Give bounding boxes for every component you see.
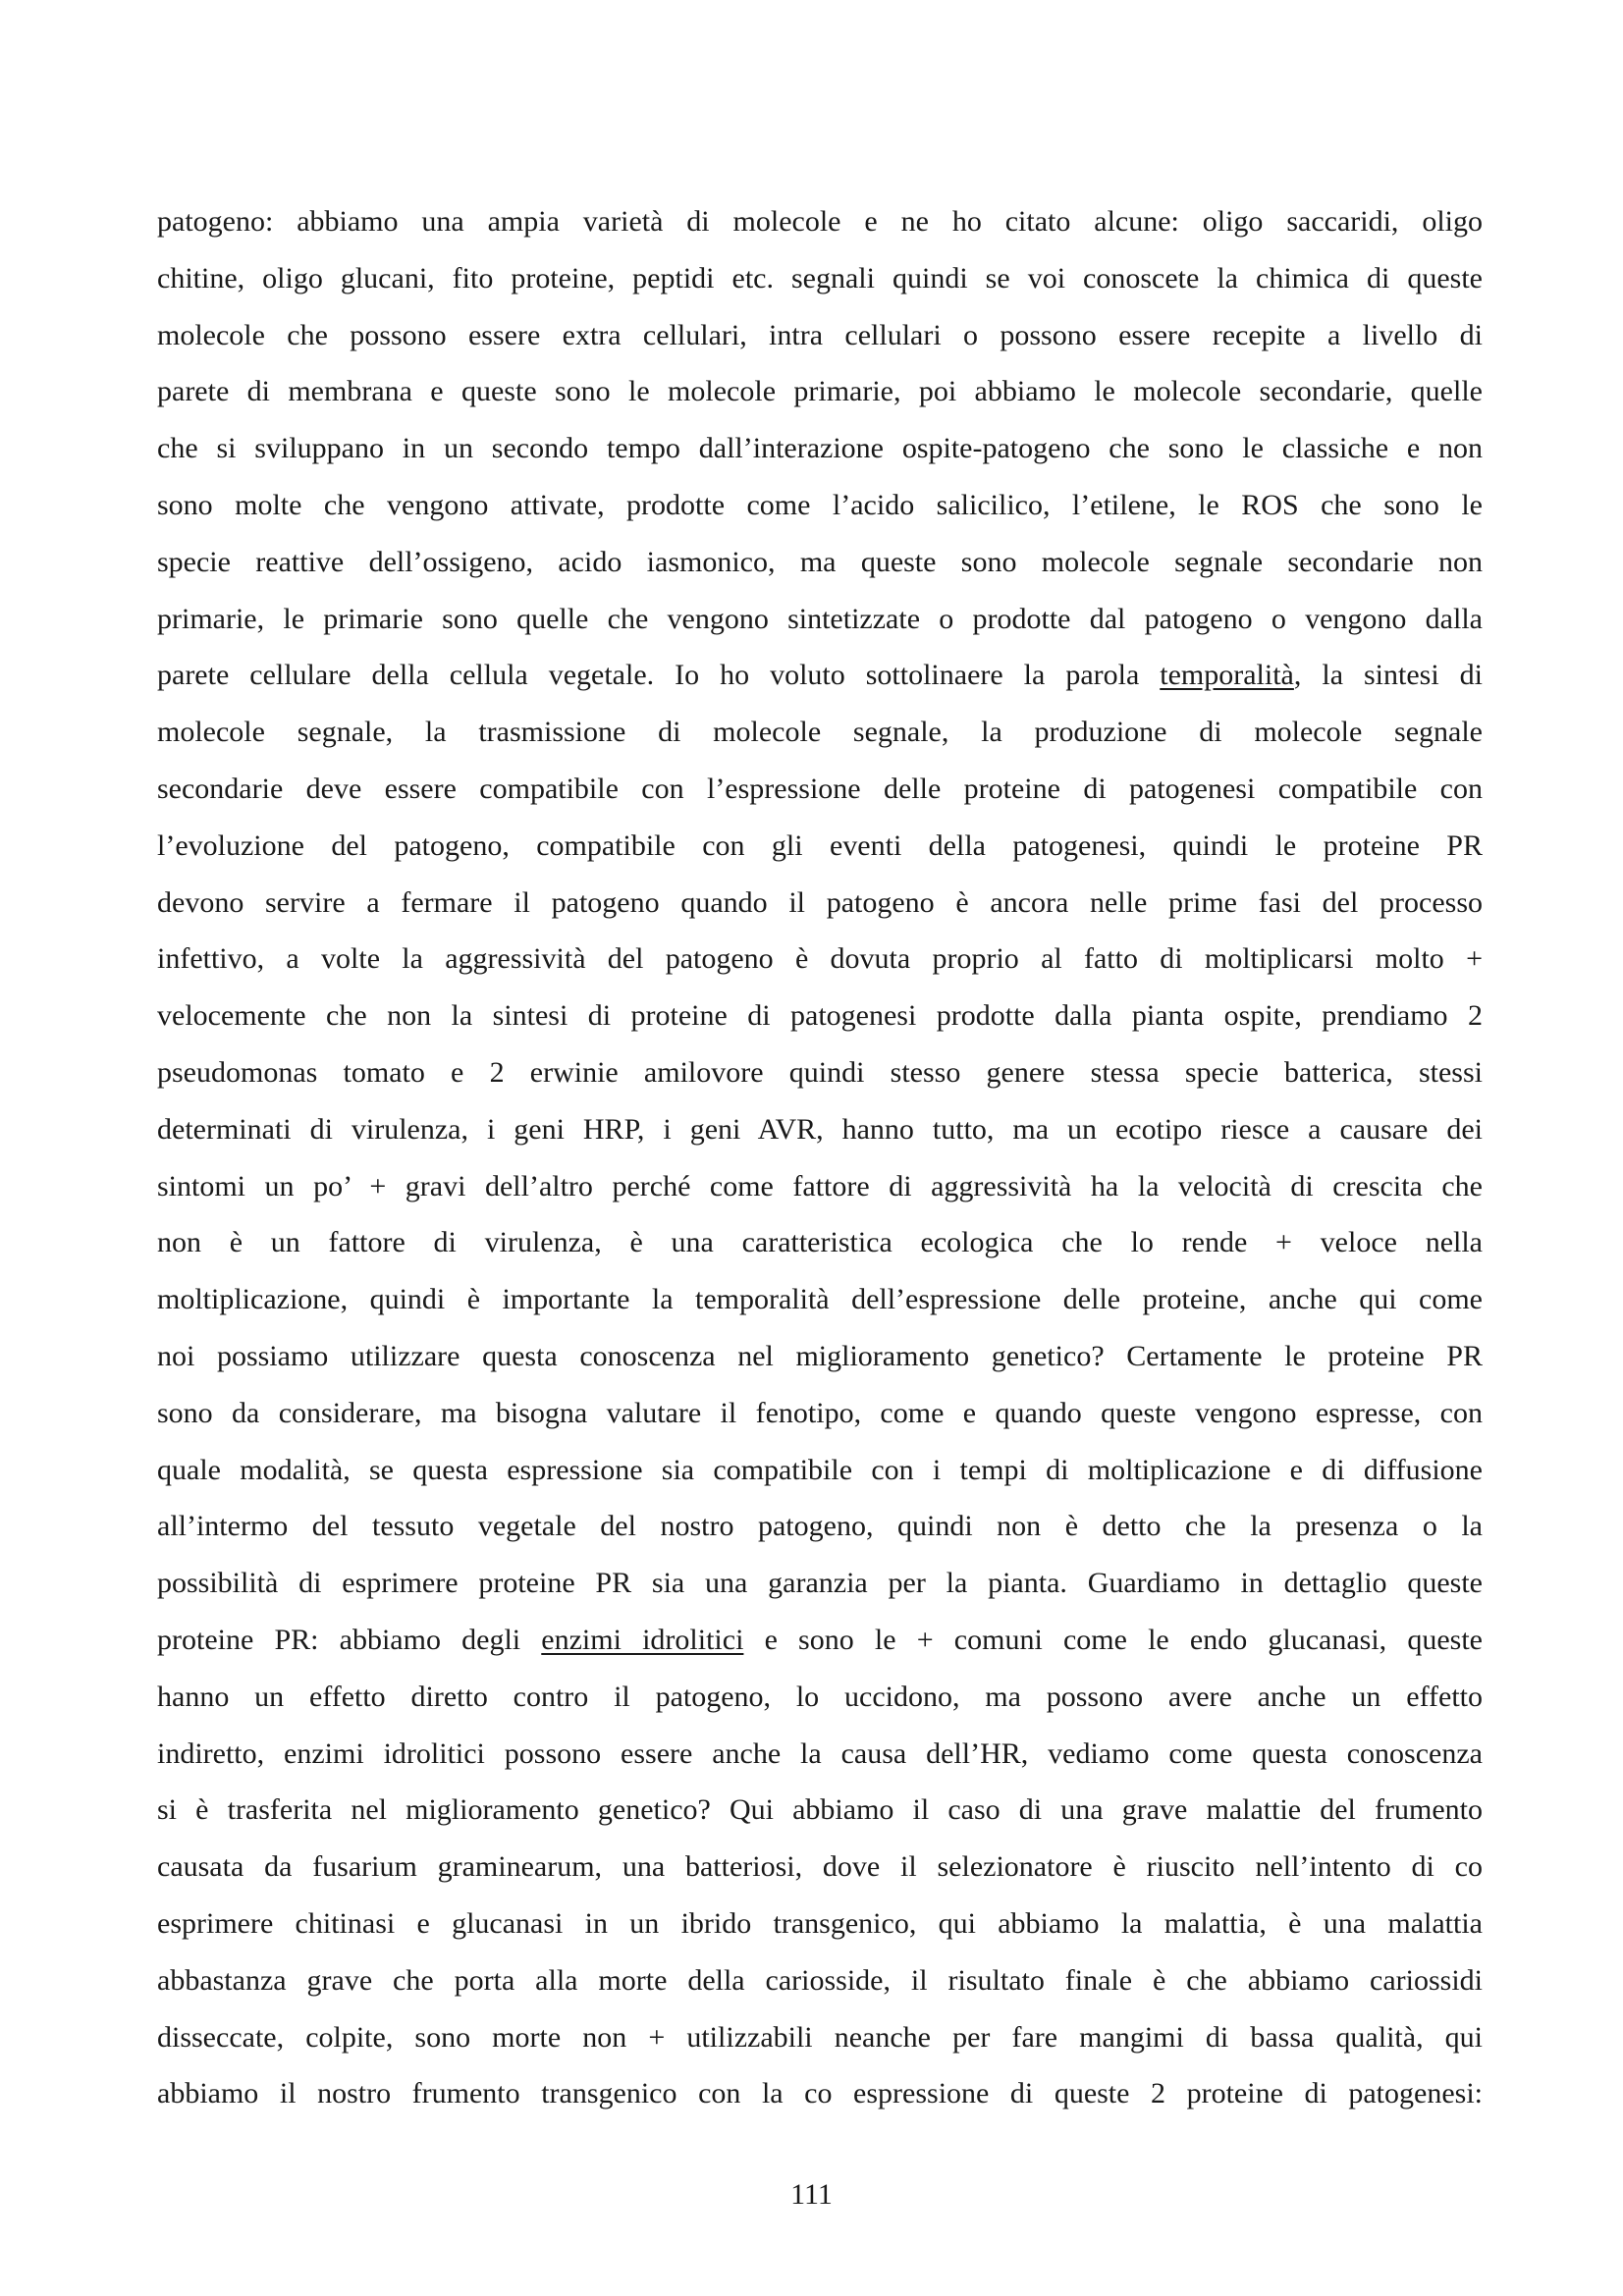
text-line: devono servire a fermare il patogeno quando il patogeno è ancora nelle prime fasi del processo <box>157 885 1483 919</box>
text-line: esprimere chitinasi e glucanasi in un ibrido transgenico, qui abbiamo la malattia, è una malattia <box>157 1906 1483 1940</box>
text-line: molecole segnale, la trasmissione di molecole segnale, la produzione di molecole segnale <box>157 716 1483 749</box>
text-line: si è trasferita nel miglioramento genetico? Qui abbiamo il caso di una grave malattie del frumento <box>157 1793 1483 1827</box>
text-line: abbiamo il nostro frumento transgenico con la co espressione di queste 2 proteine di patogenesi: <box>157 2077 1483 2110</box>
text-line: patogeno: abbiamo una ampia varietà di molecole e ne ho citato alcune: oligo saccaridi, oligo <box>157 205 1483 238</box>
text-line: disseccate, colpite, sono morte non + utilizzabili neanche per fare mangimi di bassa qualità, qui <box>157 2020 1483 2054</box>
text-line: determinati di virulenza, i geni HRP, i geni AVR, hanno tutto, ma un ecotipo riesce a causare dei <box>157 1112 1483 1146</box>
text-line: parete cellulare della cellula vegetale. Io ho voluto sottolinaere la parola temporalità, la sintesi di <box>157 659 1483 692</box>
text-line: primarie, le primarie sono quelle che vengono sintetizzate o prodotte dal patogeno o vengono dalla <box>157 602 1483 635</box>
text-line: noi possiamo utilizzare questa conoscenza nel miglioramento genetico? Certamente le proteine PR <box>157 1339 1483 1372</box>
text-line: proteine PR: abbiamo degli enzimi idrolitici e sono le + comuni come le endo glucanasi, queste <box>157 1623 1483 1656</box>
text-line: che si sviluppano in un secondo tempo dall’interazione ospite-patogeno che sono le classiche e non <box>157 432 1483 465</box>
text-line: specie reattive dell’ossigeno, acido iasmonico, ma queste sono molecole segnale secondarie non <box>157 545 1483 578</box>
text-line: sono molte che vengono attivate, prodotte come l’acido salicilico, l’etilene, le ROS che sono le <box>157 488 1483 521</box>
body-text <box>157 193 1483 2122</box>
text-line: sono da considerare, ma bisogna valutare il fenotipo, come e quando queste vengono espresse, con <box>157 1396 1483 1429</box>
text-line: quale modalità, se questa espressione sia compatibile con i tempi di moltiplicazione e di diffusione <box>157 1453 1483 1486</box>
text-line: velocemente che non la sintesi di proteine di patogenesi prodotte dalla pianta ospite, prendiamo 2 <box>157 999 1483 1033</box>
text-line: possibilità di esprimere proteine PR sia una garanzia per la pianta. Guardiamo in dettaglio queste <box>157 1567 1483 1600</box>
underlined-term-temporalita: temporalità <box>1160 659 1294 692</box>
text-line: all’intermo del tessuto vegetale del nostro patogeno, quindi non è detto che la presenza o la <box>157 1510 1483 1543</box>
text-line: moltiplicazione, quindi è importante la temporalità dell’espressione delle proteine, anche qui come <box>157 1283 1483 1316</box>
text-line: causata da fusarium graminearum, una batteriosi, dove il selezionatore è riuscito nell’intento di co <box>157 1850 1483 1884</box>
page-number: 111 <box>790 2178 833 2211</box>
text-line: non è un fattore di virulenza, è una caratteristica ecologica che lo rende + veloce nella <box>157 1226 1483 1259</box>
text-line: hanno un effetto diretto contro il patogeno, lo uccidono, ma possono avere anche un effetto <box>157 1680 1483 1713</box>
text-line: chitine, oligo glucani, fito proteine, peptidi etc. segnali quindi se voi conoscete la chimica di queste <box>157 261 1483 294</box>
text-line: molecole che possono essere extra cellulari, intra cellulari o possono essere recepite a livello di <box>157 318 1483 351</box>
text-line: pseudomonas tomato e 2 erwinie amilovore quindi stesso genere stessa specie batterica, stessi <box>157 1055 1483 1089</box>
text-line: parete di membrana e queste sono le molecole primarie, poi abbiamo le molecole secondarie, quelle <box>157 375 1483 408</box>
text-line: indiretto, enzimi idrolitici possono essere anche la causa dell’HR, vediamo come questa conoscenza <box>157 1736 1483 1770</box>
text-line: l’evoluzione del patogeno, compatibile con gli eventi della patogenesi, quindi le proteine PR <box>157 828 1483 862</box>
text-line: secondarie deve essere compatibile con l’espressione delle proteine di patogenesi compatibile con <box>157 772 1483 805</box>
text-line: infettivo, a volte la aggressività del patogeno è dovuta proprio al fatto di moltiplicarsi molto + <box>157 942 1483 976</box>
underlined-term-enzimi-idrolitici: enzimi idrolitici <box>541 1623 744 1656</box>
text-line: abbastanza grave che porta alla morte della cariosside, il risultato finale è che abbiamo cariossidi <box>157 1963 1483 1997</box>
text-line: sintomi un po’ + gravi dell’altro perché come fattore di aggressività ha la velocità di crescita che <box>157 1169 1483 1202</box>
